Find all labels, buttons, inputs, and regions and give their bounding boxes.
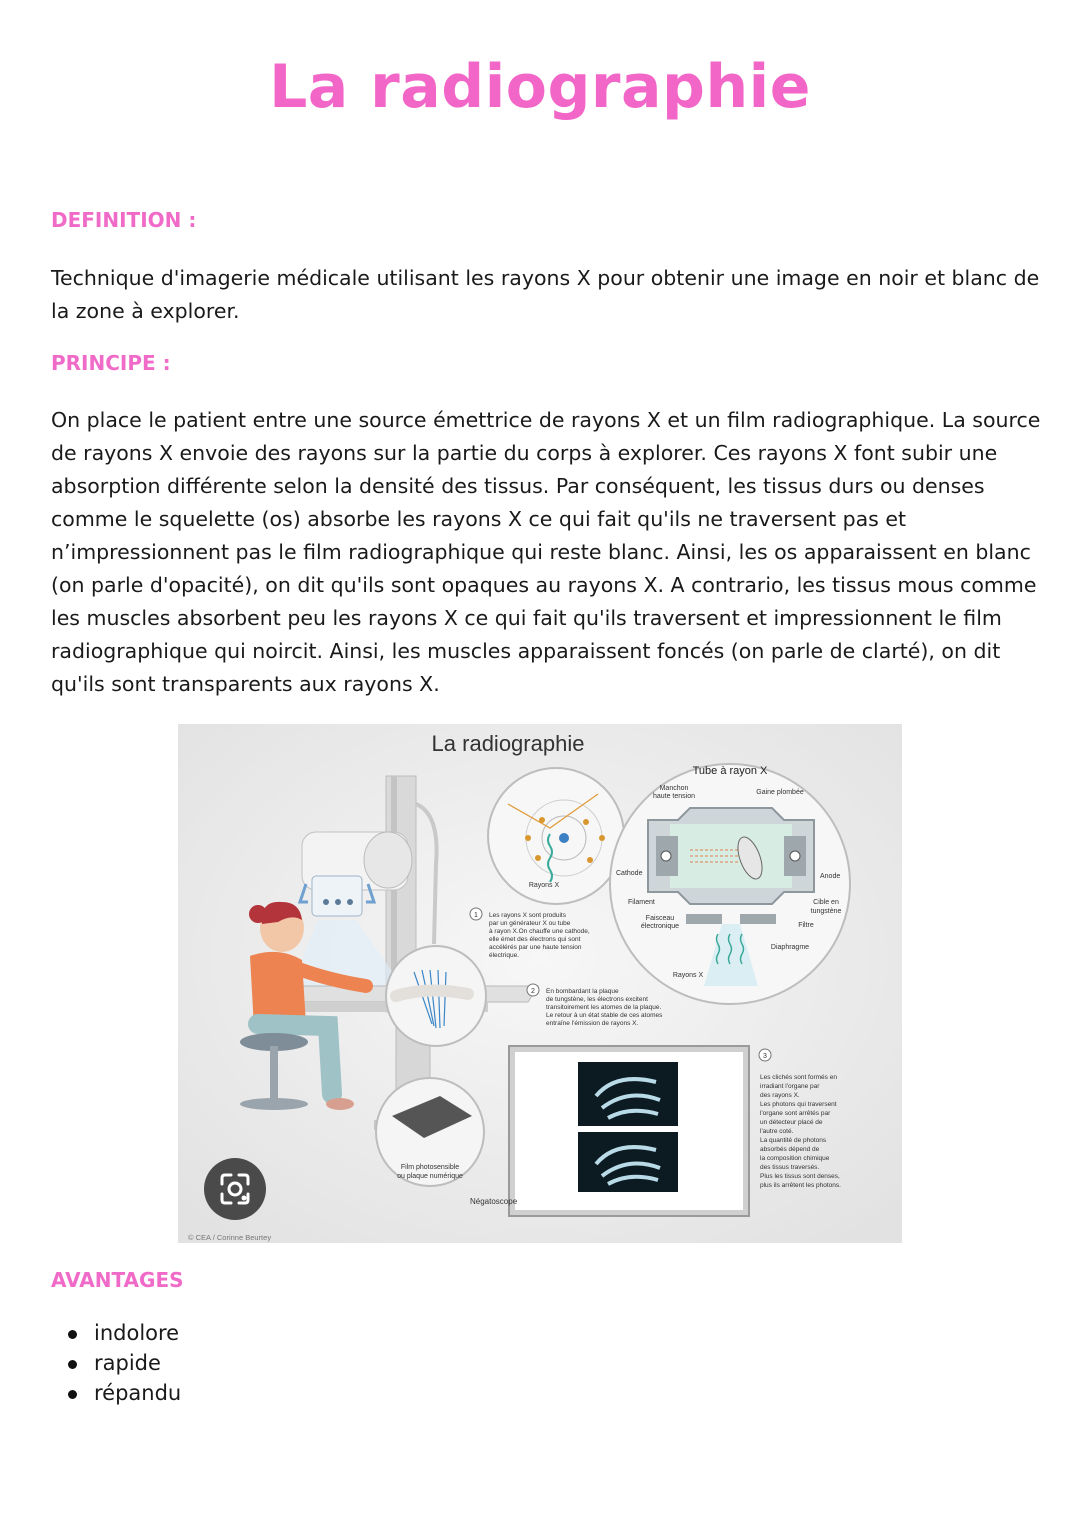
svg-text:elle émet des électrons qui so: elle émet des électrons qui sont — [489, 936, 581, 943]
avantages-list — [52, 1318, 181, 1408]
svg-text:La quantité de photons: La quantité de photons — [760, 1137, 827, 1144]
principe-text — [51, 404, 1041, 701]
tube-label: Filament — [628, 899, 655, 906]
svg-text:Le retour à un état stable de: Le retour à un état stable de ces atomes — [546, 1012, 663, 1019]
svg-text:électrique.: électrique. — [489, 952, 519, 959]
definition-heading: DEFINITION : — [51, 208, 197, 232]
list-item: répandu — [52, 1378, 181, 1408]
xray-tube-diagram — [610, 764, 850, 1004]
svg-text:l'organe sont arrêtés par: l'organe sont arrêtés par — [760, 1110, 831, 1117]
principe-line: radiographique qui noircit. Ainsi, les muscles apparaissent foncés (on parle de clarté), on dit — [51, 639, 1001, 663]
principe-line: qu'ils sont transparents aux rayons X. — [51, 672, 440, 696]
svg-text:à rayon X.On chauffe une catho: à rayon X.On chauffe une cathode, — [489, 928, 590, 935]
svg-text:irradiant l'organe par: irradiant l'organe par — [760, 1083, 820, 1090]
tube-label: Filtre — [798, 922, 814, 929]
tube-label: Cathode — [616, 870, 643, 877]
principe-line: les muscles absorbent peu les rayons X ce qui fait qu'ils traversent et impressionnent le film — [51, 606, 1002, 630]
list-item: indolore — [52, 1318, 181, 1348]
svg-text:transitoirement les atomes de: transitoirement les atomes de la plaque. — [546, 1004, 662, 1011]
hand-xray-zoom — [386, 946, 486, 1046]
negatoscope-label: Négatoscope — [470, 1197, 518, 1206]
definition-text — [51, 262, 1041, 328]
tube-label: Manchon — [659, 785, 689, 792]
film-label: ou plaque numérique — [397, 1173, 463, 1180]
definition-line: la zone à explorer. — [51, 299, 240, 323]
svg-text:des tissus traversés.: des tissus traversés. — [760, 1164, 820, 1171]
tube-label: Anode — [820, 873, 841, 880]
principe-line: (on parle d'opacité), on dit qu'ils sont opaques au rayons X. A contrario, les tissus mous comme — [51, 573, 1037, 597]
page-title: La radiographie — [269, 52, 811, 122]
figure-title: La radiographie — [431, 731, 585, 756]
svg-text:Les photons qui traversent: Les photons qui traversent — [760, 1101, 837, 1108]
film-zoom — [376, 1078, 484, 1186]
svg-text:accélérés par une haute tensio: accélérés par une haute tension — [489, 944, 582, 951]
svg-text:Les rayons X sont produits: Les rayons X sont produits — [489, 912, 566, 919]
principe-line: n’impressionnent pas le film radiographique qui reste blanc. Ainsi, les os apparaissent en blanc — [51, 540, 1031, 564]
radiography-illustration — [178, 724, 902, 1243]
svg-text:3: 3 — [763, 1053, 767, 1060]
principe-line: de rayons X envoie des rayons sur la partie du corps à explorer. Ces rayons X font subir une — [51, 441, 998, 465]
tube-label: Rayons X — [672, 972, 704, 979]
definition-line: Technique d'imagerie médicale utilisant les rayons X pour obtenir une image en noir et blanc de — [51, 266, 1040, 290]
svg-text:entraîne l'émission de rayons: entraîne l'émission de rayons X. — [546, 1020, 639, 1027]
svg-text:plus ils arrêtent les photons.: plus ils arrêtent les photons. — [760, 1182, 841, 1189]
tube-label: Faisceau — [645, 915, 675, 922]
atom-rayons-label: Rayons X — [528, 882, 560, 889]
svg-text:Les clichés sont formés en: Les clichés sont formés en — [760, 1074, 837, 1081]
tube-label: tungstène — [810, 908, 842, 915]
principe-line: On place le patient entre une source émettrice de rayons X et un film radiographique. La source — [51, 408, 1041, 432]
svg-text:l'autre coté.: l'autre coté. — [760, 1128, 794, 1135]
svg-text:des rayons X.: des rayons X. — [760, 1092, 800, 1099]
list-item: rapide — [52, 1348, 181, 1378]
atom-diagram — [488, 768, 624, 904]
principe-line: absorption différente selon la densité des tissus. Par conséquent, les tissus durs ou denses — [51, 474, 985, 498]
tube-label: Diaphragme — [770, 944, 810, 951]
figure-copyright: © CEA / Corinne Beurtey — [188, 1233, 272, 1242]
svg-text:1: 1 — [474, 912, 478, 919]
lens-search-button[interactable] — [204, 1158, 266, 1220]
svg-text:de tungstène, les électrons ex: de tungstène, les électrons excitent — [546, 996, 648, 1003]
avantages-heading: AVANTAGES — [51, 1268, 184, 1292]
tube-label: Gaine plombée — [756, 789, 804, 796]
lens-icon — [204, 1158, 266, 1220]
svg-text:un détecteur placé de: un détecteur placé de — [760, 1119, 823, 1126]
svg-text:absorbés dépend de: absorbés dépend de — [760, 1146, 820, 1153]
svg-text:la composition chimique: la composition chimique — [760, 1155, 830, 1162]
principe-line: comme le squelette (os) absorbe les rayons X ce qui fait qu'ils ne traversent pas et — [51, 507, 906, 531]
tube-label: haute tension — [652, 793, 696, 800]
tube-title: Tube à rayon X — [692, 765, 768, 777]
principe-heading: PRINCIPE : — [51, 351, 171, 375]
negatoscope — [470, 1046, 749, 1216]
tube-label: Cible en — [813, 899, 839, 906]
film-label: Film photosensible — [400, 1164, 460, 1171]
svg-text:Plus les tissus sont denses,: Plus les tissus sont denses, — [760, 1173, 840, 1180]
svg-text:par un générateur X ou tube: par un générateur X ou tube — [489, 920, 571, 927]
svg-text:2: 2 — [531, 988, 535, 995]
svg-text:En bombardant la plaque: En bombardant la plaque — [546, 988, 619, 995]
tube-label: électronique — [640, 923, 680, 930]
